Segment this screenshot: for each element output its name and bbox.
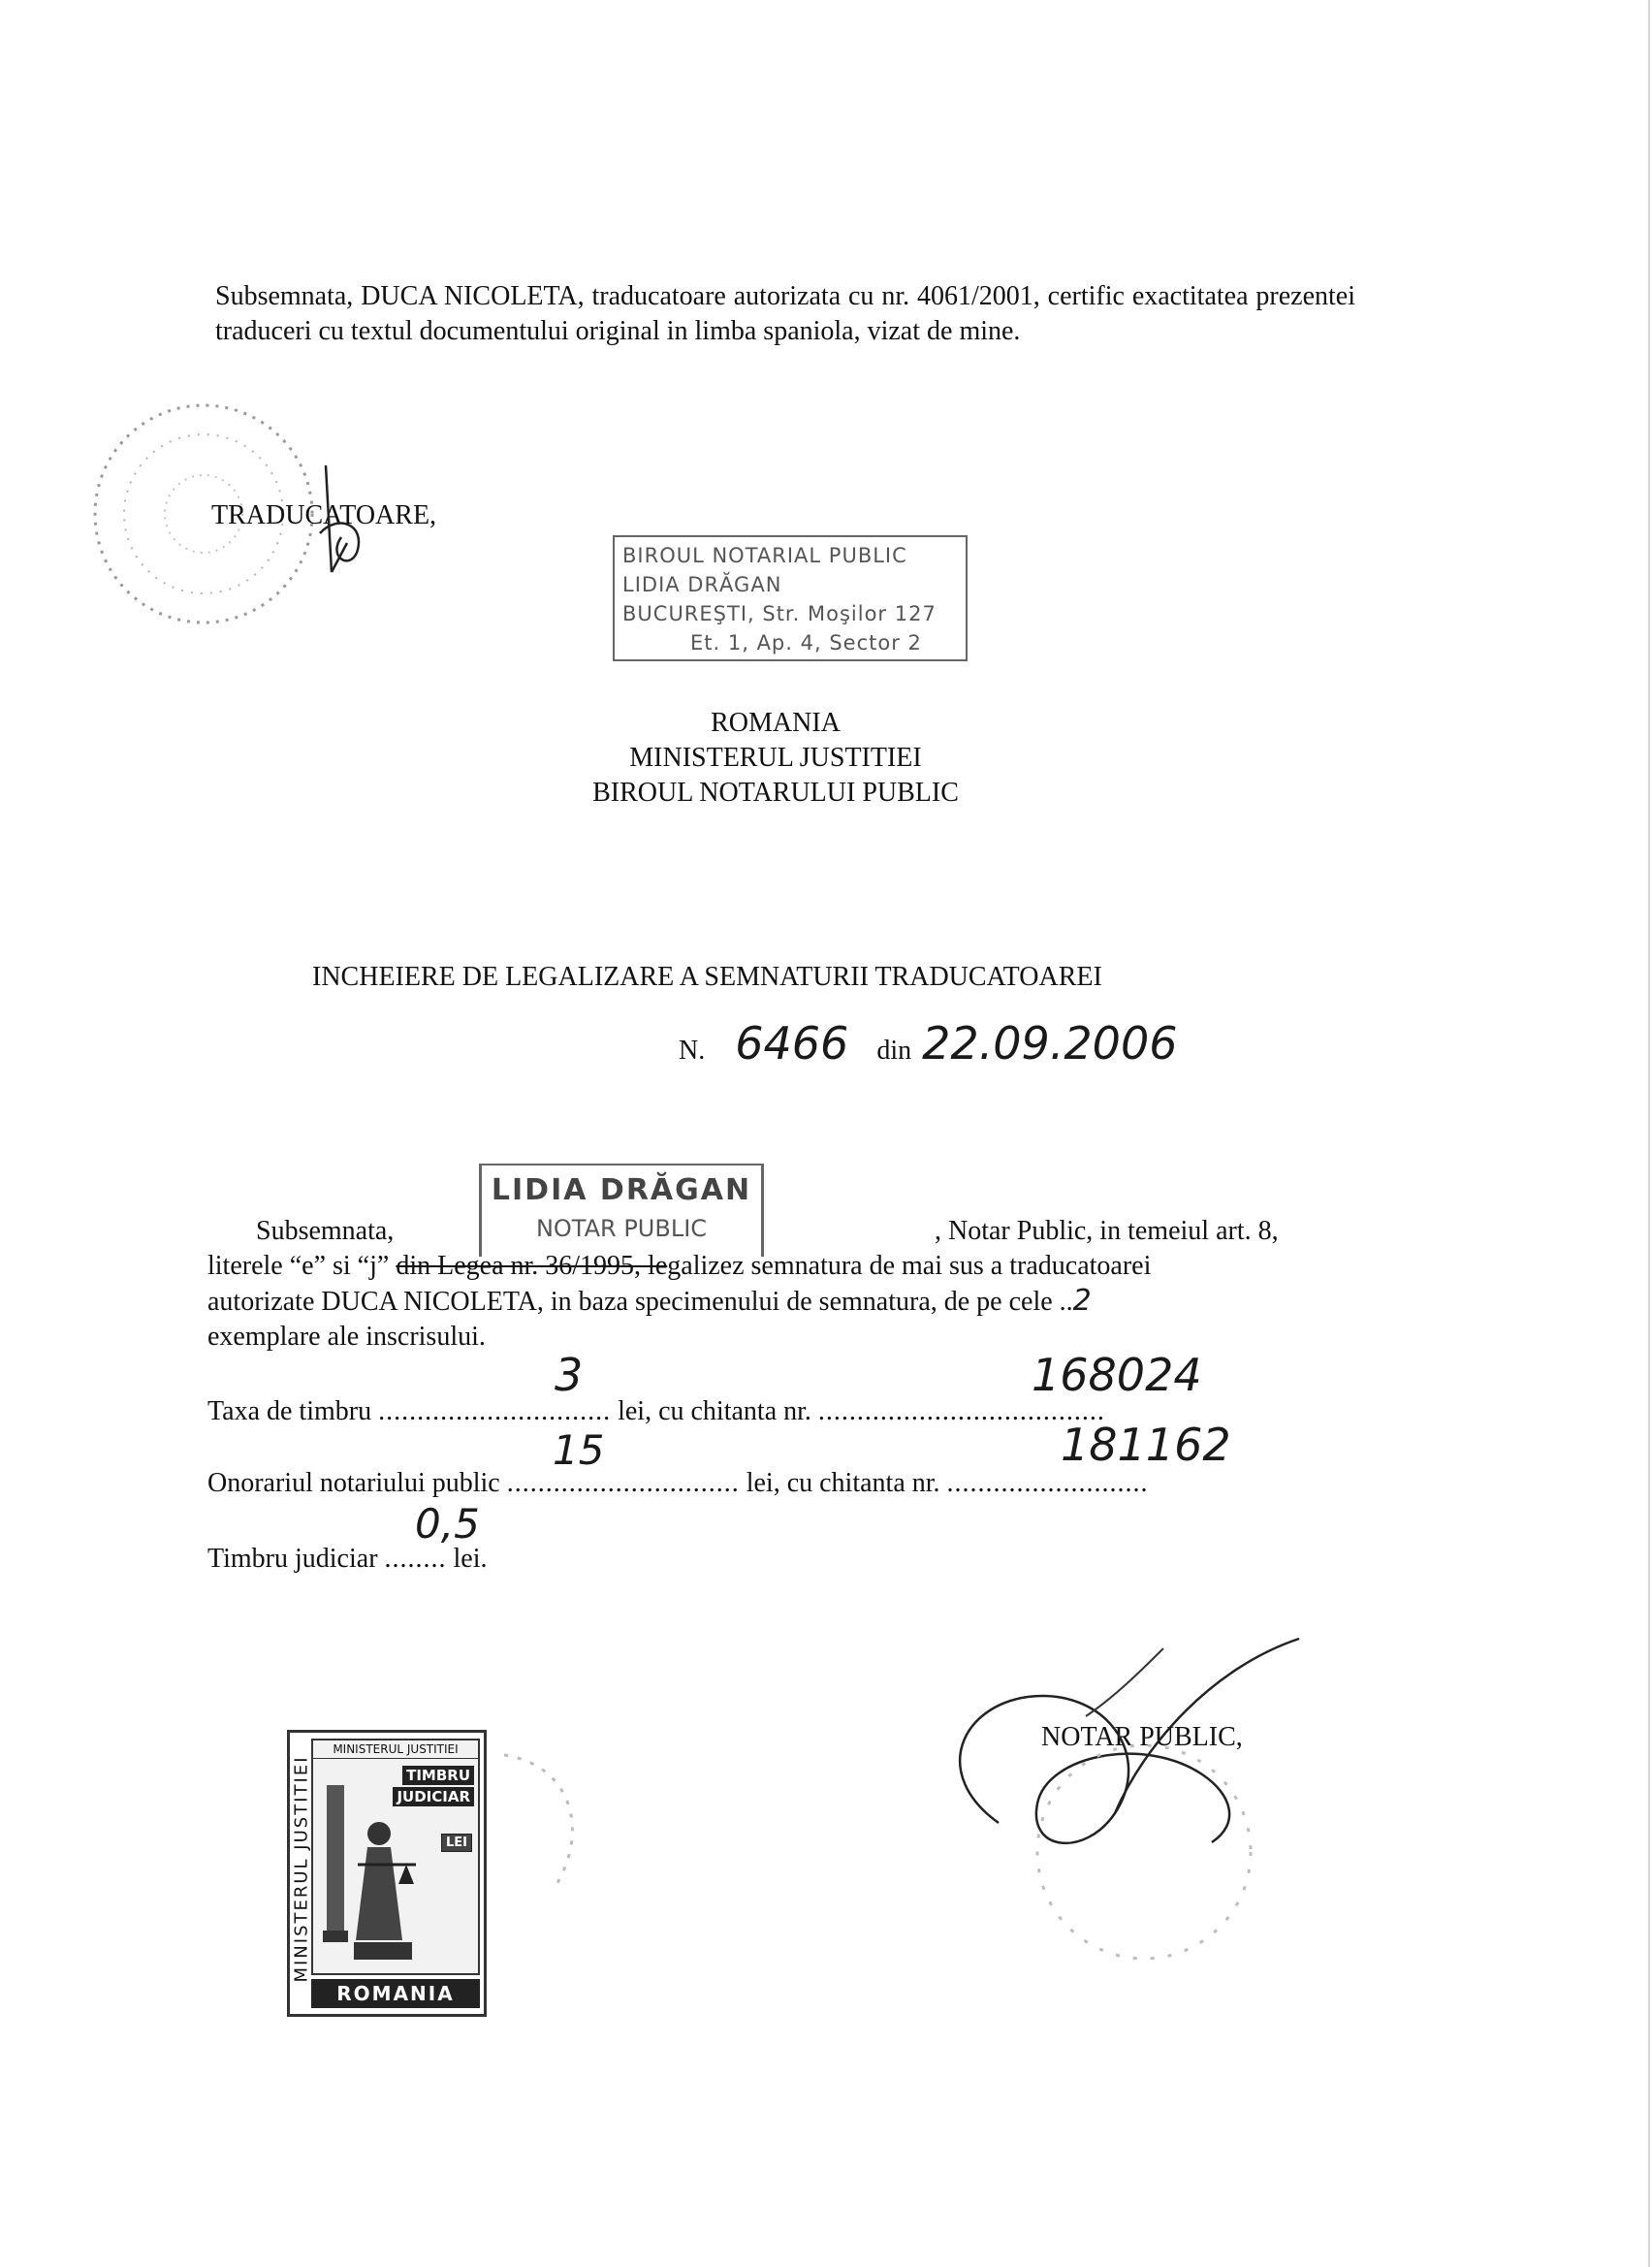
judicial-label: Timbru judiciar [207, 1544, 378, 1574]
translator-certification [215, 279, 1355, 349]
translator-signature [308, 456, 405, 582]
notary-fee-label: Onorariul notariului public [207, 1468, 500, 1498]
scan-edge-line [1648, 0, 1650, 2267]
notary-office-stamp-line1: BIROUL NOTARIAL PUBLIC [622, 544, 907, 567]
notary-office-stamp [613, 535, 968, 661]
dot-leader: .............................. [506, 1468, 740, 1498]
stamp-tax-label: Taxa de timbru [207, 1396, 372, 1426]
judicial-stamp-inner [311, 1739, 480, 1975]
fee-judicial-row [207, 1500, 789, 1590]
stamp-tax-receipt: 168024 [1032, 1349, 1202, 1401]
notary-signature-label: NOTAR PUBLIC, [1041, 1722, 1243, 1752]
stamp-tax-mid: lei, cu chitanta nr. [618, 1396, 811, 1426]
body-line2-end: galizez semnatura de mai sus a traducatoarei [667, 1251, 1152, 1281]
dot-leader: .............................. [378, 1396, 612, 1426]
dot-leader: ........ [384, 1544, 447, 1574]
body-line2-struck: din Legea nr. 36/1995, le [396, 1251, 668, 1281]
stamp-tax-value: 3 [555, 1349, 584, 1401]
judicial-stamp-name2: JUDICIAR [393, 1787, 474, 1806]
date-prefix: din [876, 1036, 912, 1066]
body-after-stamp: , Notar Public, in temeiul art. 8, [935, 1216, 1279, 1246]
document-header [427, 706, 1125, 811]
judicial-stamp-side-text: MINISTERUL JUSTITIEI [291, 1755, 312, 1983]
notary-office-stamp-line4: Et. 1, Ap. 4, Sector 2 [690, 631, 922, 655]
notary-stamp-title: NOTAR PUBLIC [535, 1215, 708, 1242]
translator-certification-text: Subsemnata, DUCA NICOLETA, traducatoare autorizata cu nr. 4061/2001, certific exactitatea prezentei traduceri cu textul documentului original in limba spaniola, vizat de mine. [215, 281, 1355, 346]
conclusion-number: 6466 [735, 1017, 849, 1070]
justice-figure-icon [319, 1775, 426, 1969]
header-ministry: MINISTERUL JUSTITIEI [629, 743, 922, 773]
body-subsemnata: Subsemnata, [256, 1216, 395, 1246]
judicial-side-seal [485, 1736, 601, 1910]
notary-fee-mid: lei, cu chitanta nr. [746, 1468, 940, 1498]
dot-leader: .......................... [946, 1468, 1149, 1498]
judicial-stamp-value-label: LEI [441, 1834, 472, 1852]
notary-fee-receipt: 181162 [1061, 1419, 1231, 1471]
translator-signature-label: TRADUCATOARE, [211, 500, 437, 530]
conclusion-title: INCHEIERE DE LEGALIZARE A SEMNATURII TRADUCATOAREI [312, 962, 1102, 992]
body-line2-start: literele “e” si “j” [207, 1251, 397, 1281]
notary-office-stamp-line2: LIDIA DRĂGAN [622, 573, 782, 596]
legalization-body [207, 1214, 1361, 1355]
body-copies: 2 [1072, 1284, 1092, 1318]
judicial-stamp-bottom: ROMANIA [311, 1979, 480, 2008]
body-line3: autorizate DUCA NICOLETA, in baza specimenului de semnatura, de pe cele .. [207, 1287, 1073, 1317]
header-office: BIROUL NOTARULUI PUBLIC [592, 778, 959, 808]
conclusion-date: 22.09.2006 [922, 1017, 1178, 1070]
notary-office-stamp-line3: BUCUREŞTI, Str. Moşilor 127 [622, 602, 937, 625]
body-line4: exemplare ale inscrisului. [207, 1322, 486, 1352]
judicial-stamp [287, 1730, 487, 2017]
number-prefix: N. [679, 1036, 706, 1066]
notary-round-seal [1008, 1726, 1280, 1978]
notary-stamp-name: LIDIA DRĂGAN [491, 1173, 752, 1207]
fee-notary-row [207, 1419, 1313, 1515]
dot-leader: ..................................... [817, 1396, 1105, 1426]
header-country: ROMANIA [711, 708, 841, 738]
judicial-stamp-name1: TIMBRU [402, 1766, 474, 1785]
judicial-unit: lei. [453, 1544, 488, 1574]
judicial-stamp-top: MINISTERUL JUSTITIEI [313, 1740, 478, 1759]
conclusion-number-line [679, 1017, 1178, 1070]
notary-fee-value: 15 [553, 1426, 605, 1474]
judicial-value: 0,5 [415, 1500, 480, 1548]
